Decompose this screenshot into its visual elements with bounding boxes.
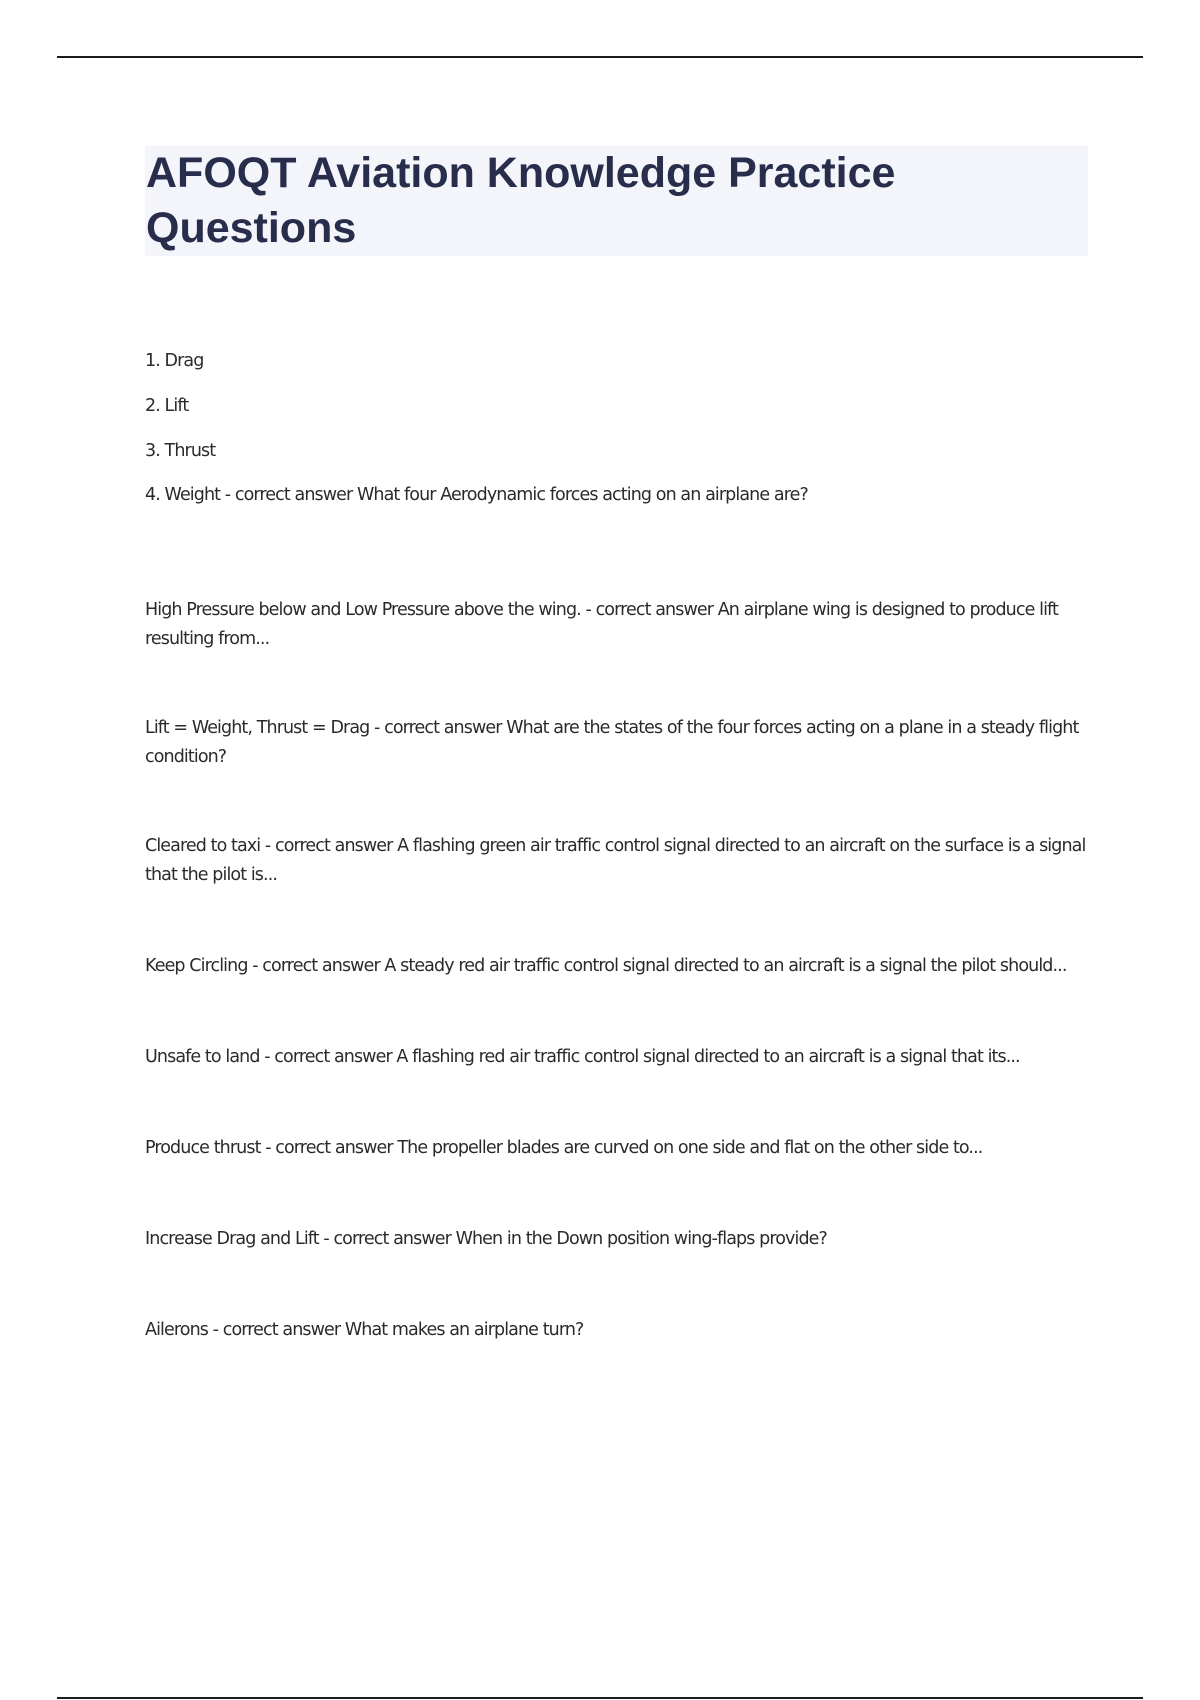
answer-text: Increase Drag and Lift: [145, 1229, 319, 1249]
separator-text: - correct answer: [208, 1320, 345, 1340]
question-text: What four Aerodynamic forces acting on an airplane are?: [357, 485, 808, 505]
qa-entry: [145, 481, 1090, 510]
separator-text: - correct answer: [318, 1229, 456, 1249]
question-text: What makes an airplane turn?: [344, 1320, 584, 1340]
question-text: A steady red air traffic control signal directed to an aircraft is a signal the pilot should...: [384, 956, 1067, 976]
question-text: When in the Down position wing-flaps provide?: [455, 1229, 827, 1249]
answer-text: Cleared to taxi: [145, 836, 261, 856]
separator-text: - correct answer: [247, 956, 385, 976]
answer-text: Unsafe to land: [145, 1047, 260, 1067]
question-text: The propeller blades are curved on one side and flat on the other side to...: [397, 1138, 983, 1158]
question-text: A flashing green air traffic control signal directed to an aircraft on the surface is a signal that the pilot is...: [145, 836, 1086, 885]
separator-text: - correct answer: [259, 1047, 397, 1067]
answer-text: High Pressure below and Low Pressure above the wing.: [145, 600, 581, 620]
title-banner: [145, 146, 1088, 256]
separator-text: - correct answer: [260, 1138, 398, 1158]
answer-text: Produce thrust: [145, 1138, 261, 1158]
qa-entry: [145, 1225, 1090, 1254]
qa-entry: [145, 1316, 1090, 1345]
answer-text: Lift = Weight, Thrust = Drag: [145, 718, 370, 738]
qa-entry: [145, 714, 1090, 772]
separator-text: - correct answer: [580, 600, 718, 620]
qa-entry: [145, 1134, 1090, 1163]
list-item: 3. Thrust: [145, 441, 216, 461]
separator-text: - correct answer: [220, 485, 357, 505]
answer-text: Keep Circling: [145, 956, 248, 976]
page-title: AFOQT Aviation Knowledge Practice Questions: [146, 149, 896, 252]
separator-text: - correct answer: [260, 836, 398, 856]
answer-text: 4. Weight: [145, 485, 221, 505]
separator-text: - correct answer: [369, 718, 507, 738]
answer-text: Ailerons: [145, 1320, 208, 1340]
question-text: What are the states of the four forces acting on a plane in a steady flight condition?: [145, 718, 1079, 767]
footer-rule: [57, 1697, 1143, 1699]
document-body: [145, 346, 1090, 1345]
qa-entry: [145, 832, 1090, 890]
qa-entry: [145, 1043, 1090, 1072]
qa-entry: [145, 952, 1090, 981]
question-text: An airplane wing is designed to produce lift resulting from...: [145, 600, 1058, 649]
qa-entry: [145, 596, 1090, 654]
list-item: 2. Lift: [145, 396, 189, 416]
header-rule: [57, 56, 1143, 58]
question-text: A flashing red air traffic control signal directed to an aircraft is a signal that its...: [396, 1047, 1020, 1067]
list-item: 1. Drag: [145, 351, 204, 371]
